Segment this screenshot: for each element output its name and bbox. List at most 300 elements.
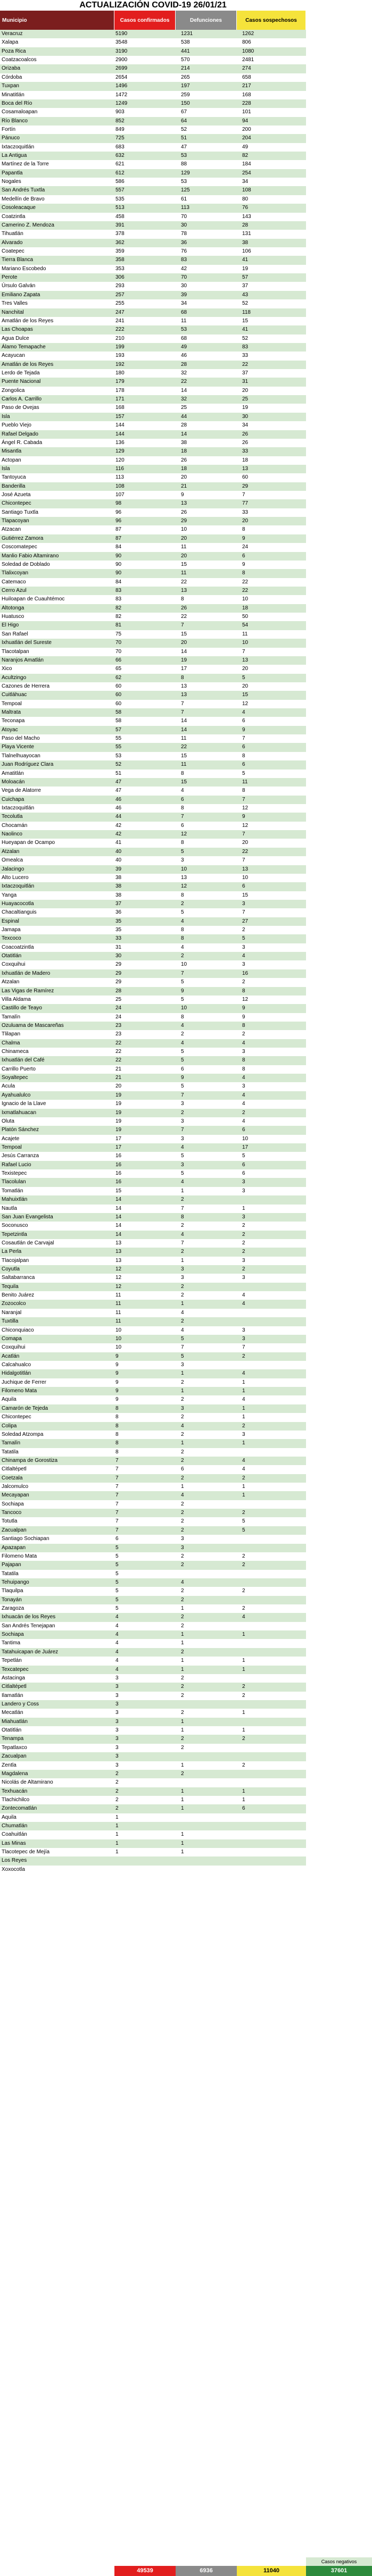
cell-municipio: Acatlán [2, 1353, 20, 1359]
table-row [0, 334, 306, 343]
cell-defunciones: 5 [181, 1083, 184, 1090]
table-row [0, 1787, 306, 1796]
cell-sospechosos: 6 [242, 1170, 245, 1177]
cell-sospechosos: 15 [242, 317, 249, 324]
cell-confirmados: 16 [115, 1161, 122, 1168]
cell-municipio: Agua Dulce [2, 335, 29, 341]
cell-defunciones: 6 [181, 822, 184, 829]
cell-defunciones: 49 [181, 344, 187, 350]
cell-municipio: Ixhuacán de los Reyes [2, 1614, 56, 1620]
cell-sospechosos [242, 1283, 295, 1291]
cell-defunciones: 18 [181, 465, 187, 472]
cell-defunciones: 2 [181, 1457, 184, 1463]
cell-sospechosos: 8 [242, 526, 245, 533]
cell-confirmados: 192 [115, 361, 125, 367]
table-row [0, 473, 306, 482]
cell-defunciones: 1 [181, 1257, 184, 1264]
cell-defunciones: 4 [181, 1040, 184, 1046]
cell-municipio: Tuxpan [2, 83, 19, 89]
cell-municipio: Zacualpan [2, 1527, 27, 1533]
cell-confirmados: 10 [115, 1327, 122, 1333]
cell-confirmados: 58 [115, 709, 122, 716]
cell-municipio: Xoxocotla [2, 1866, 25, 1872]
cell-confirmados: 57 [115, 726, 122, 733]
cell-confirmados: 107 [115, 492, 125, 498]
cell-sospechosos: 6 [242, 883, 245, 890]
table-row [0, 578, 306, 587]
cell-municipio: Apazapan [2, 1544, 26, 1551]
cell-municipio: Altotonga [2, 605, 24, 611]
table-row [0, 1544, 306, 1552]
cell-sospechosos [242, 1856, 295, 1865]
cell-sospechosos: 4 [242, 1075, 245, 1081]
cell-municipio: Nanchital [2, 309, 24, 315]
cell-municipio: Pánuco [2, 135, 20, 141]
cell-sospechosos: 20 [242, 683, 249, 689]
cell-defunciones: 3 [181, 1161, 184, 1168]
cell-sospechosos: 8 [242, 570, 245, 576]
cell-confirmados: 22 [115, 1057, 122, 1064]
cell-confirmados: 3 [115, 1744, 119, 1751]
cell-confirmados: 14 [115, 1223, 122, 1229]
cell-sospechosos: 1 [242, 1658, 245, 1664]
table-row [0, 317, 306, 325]
cell-confirmados: 44 [115, 814, 122, 820]
cell-confirmados: 193 [115, 353, 125, 359]
cell-defunciones: 8 [181, 892, 184, 898]
cell-confirmados: 58 [115, 718, 122, 724]
cell-municipio: Ozuluama de Mascareñas [2, 1022, 64, 1028]
table-row [0, 1718, 306, 1726]
table-row [0, 1778, 306, 1787]
table-row [0, 960, 306, 969]
cell-municipio: Tamalín [2, 1440, 21, 1446]
cell-defunciones: 17 [181, 666, 187, 672]
cell-municipio: Santiago Tuxtla [2, 509, 38, 515]
cell-confirmados: 586 [115, 179, 125, 185]
cell-municipio: Zongolica [2, 387, 25, 394]
cell-defunciones: 14 [181, 726, 187, 733]
cell-municipio: Tlacotepec de Mejía [2, 1849, 50, 1855]
cell-confirmados: 3 [115, 1684, 119, 1690]
cell-defunciones: 2 [181, 1553, 184, 1559]
cell-sospechosos [242, 1822, 295, 1830]
cell-municipio: Zacualpan [2, 1753, 27, 1760]
cell-defunciones: 2 [181, 1396, 184, 1403]
table-row [0, 508, 306, 517]
cell-confirmados: 210 [115, 335, 125, 341]
cell-confirmados: 84 [115, 544, 122, 550]
cell-sospechosos [242, 1744, 295, 1752]
table-row [0, 848, 306, 856]
table-row [0, 482, 306, 491]
cell-confirmados: 2 [115, 1770, 119, 1777]
cell-sospechosos: 52 [242, 335, 249, 341]
cell-confirmados: 9 [115, 1379, 119, 1385]
cell-defunciones: 8 [181, 674, 184, 681]
cell-defunciones: 2 [181, 1109, 184, 1116]
cell-sospechosos: 28 [242, 222, 249, 228]
cell-defunciones: 25 [181, 405, 187, 411]
cell-defunciones: 441 [181, 48, 190, 54]
cell-confirmados: 683 [115, 144, 125, 150]
cell-sospechosos: 806 [242, 39, 251, 46]
table-row [0, 1839, 306, 1848]
cell-sospechosos [242, 1570, 295, 1578]
table-row [0, 413, 306, 421]
cell-sospechosos [242, 1500, 295, 1509]
table-row [0, 665, 306, 673]
cell-confirmados: 391 [115, 222, 125, 228]
cell-confirmados: 621 [115, 161, 125, 168]
cell-defunciones: 46 [181, 353, 187, 359]
cell-defunciones: 2 [181, 1596, 184, 1603]
cell-confirmados: 2 [115, 1805, 119, 1812]
table-row [0, 926, 306, 934]
cell-municipio: Tenampa [2, 1736, 24, 1742]
cell-defunciones: 47 [181, 144, 187, 150]
cell-municipio: Ilamatlán [2, 1692, 23, 1699]
table-row [0, 1074, 306, 1082]
cell-confirmados: 35 [115, 918, 122, 924]
page-title: ACTUALIZACIÓN COVID-19 26/01/21 [79, 1, 227, 10]
cell-defunciones: 4 [181, 1579, 184, 1585]
municipio-table-body [0, 30, 306, 1874]
cell-confirmados: 84 [115, 579, 122, 585]
table-row [0, 1169, 306, 1178]
cell-confirmados: 19 [115, 1092, 122, 1098]
cell-municipio: Acultzingo [2, 674, 27, 681]
cell-sospechosos: 143 [242, 213, 251, 220]
table-row [0, 543, 306, 551]
cell-municipio: Pueblo Viejo [2, 422, 31, 429]
table-row [0, 1431, 306, 1439]
cell-sospechosos: 2 [242, 979, 245, 985]
cell-confirmados [115, 1866, 174, 1874]
cell-municipio: Cuitláhuac [2, 692, 27, 698]
cell-defunciones: 26 [181, 605, 187, 611]
cell-defunciones: 5 [181, 848, 184, 855]
cell-municipio: Saltabarranca [2, 1275, 35, 1281]
cell-municipio: Otatitlán [2, 1727, 22, 1734]
table-row [0, 621, 306, 630]
cell-sospechosos: 9 [242, 535, 245, 541]
cell-defunciones: 53 [181, 153, 187, 159]
table-row [0, 1517, 306, 1526]
cell-confirmados: 14 [115, 1205, 122, 1211]
cell-confirmados: 535 [115, 196, 125, 202]
table-row [0, 1283, 306, 1291]
cell-sospechosos [242, 1596, 295, 1604]
table-row [0, 308, 306, 317]
table-row [0, 656, 306, 665]
cell-municipio: San Rafael [2, 631, 28, 637]
cell-municipio: Atzalan [2, 848, 20, 855]
table-row [0, 1535, 306, 1543]
cell-municipio: Coatzintla [2, 213, 26, 220]
cell-confirmados: 96 [115, 518, 122, 524]
cell-sospechosos: 29 [242, 483, 249, 489]
table-row [0, 1335, 306, 1343]
cell-confirmados: 17 [115, 1135, 122, 1142]
cell-defunciones: 2 [181, 1318, 184, 1325]
table-row [0, 1622, 306, 1630]
cell-sospechosos: 4 [242, 1101, 245, 1107]
cell-sospechosos: 27 [242, 918, 249, 924]
cell-sospechosos: 34 [242, 179, 249, 185]
cell-confirmados: 75 [115, 631, 122, 637]
table-row [0, 691, 306, 699]
cell-sospechosos: 10 [242, 640, 249, 646]
cell-confirmados: 30 [115, 953, 122, 959]
cell-confirmados: 7 [115, 1501, 119, 1507]
cell-defunciones: 28 [181, 422, 187, 429]
cell-defunciones: 7 [181, 709, 184, 716]
cell-municipio: Texcoco [2, 935, 21, 942]
table-row [0, 587, 306, 595]
cell-defunciones: 2 [181, 1510, 184, 1516]
cell-sospechosos: 52 [242, 300, 249, 307]
cell-sospechosos: 168 [242, 91, 251, 98]
cell-confirmados: 23 [115, 1022, 122, 1028]
cell-municipio: Acula [2, 1083, 15, 1090]
cell-municipio: José Azueta [2, 492, 31, 498]
cell-sospechosos: 12 [242, 700, 249, 707]
table-row [0, 117, 306, 126]
cell-municipio: Chocamán [2, 822, 28, 829]
cell-defunciones: 19 [181, 657, 187, 663]
cell-municipio: Tlapacoyan [2, 518, 29, 524]
cell-municipio: Texcatepec [2, 1666, 29, 1672]
table-row [0, 796, 306, 804]
cell-confirmados: 1 [115, 1840, 119, 1846]
cell-municipio: Soconusco [2, 1223, 28, 1229]
table-row [0, 943, 306, 952]
cell-sospechosos: 16 [242, 970, 249, 976]
cell-sospechosos: 60 [242, 474, 249, 481]
table-row [0, 1048, 306, 1056]
cell-municipio: Fortín [2, 126, 16, 132]
cell-defunciones: 2 [181, 1292, 184, 1299]
table-row [0, 387, 306, 395]
cell-defunciones: 6 [181, 796, 184, 802]
cell-defunciones: 3 [181, 1135, 184, 1142]
cell-sospechosos: 37 [242, 283, 249, 289]
cell-sospechosos [242, 1317, 295, 1326]
cell-confirmados: 2 [115, 1779, 119, 1786]
cell-confirmados: 12 [115, 1266, 122, 1273]
cell-municipio: Huatusco [2, 614, 24, 620]
table-row [0, 325, 306, 334]
cell-confirmados: 5 [115, 1553, 119, 1559]
table-row [0, 421, 306, 430]
cell-municipio: Juan Rodríguez Clara [2, 762, 54, 768]
cell-defunciones: 2 [181, 1736, 184, 1742]
table-row [0, 1683, 306, 1691]
cell-defunciones: 3 [181, 857, 184, 864]
table-row [0, 1830, 306, 1839]
cell-municipio: Zentla [2, 1762, 16, 1768]
table-row [0, 1848, 306, 1856]
cell-sospechosos: 83 [242, 344, 249, 350]
cell-sospechosos: 4 [242, 1040, 245, 1046]
cell-municipio: Tamalín [2, 1014, 21, 1020]
table-row [0, 1639, 306, 1647]
table-row [0, 299, 306, 308]
table-row [0, 534, 306, 543]
table-row [0, 1822, 306, 1830]
cell-confirmados: 378 [115, 231, 125, 237]
cell-sospechosos [242, 1813, 295, 1822]
cell-confirmados: 632 [115, 153, 125, 159]
cell-confirmados: 28 [115, 988, 122, 994]
cell-sospechosos: 13 [242, 866, 249, 872]
cell-defunciones: 4 [181, 1492, 184, 1499]
cell-sospechosos: 6 [242, 553, 245, 559]
cell-confirmados: 1 [115, 1823, 119, 1829]
cell-confirmados: 90 [115, 553, 122, 559]
table-row [0, 648, 306, 656]
cell-confirmados: 83 [115, 588, 122, 593]
cell-sospechosos: 41 [242, 257, 249, 263]
cell-sospechosos: 1 [242, 1388, 245, 1394]
cell-sospechosos: 20 [242, 666, 249, 672]
cell-sospechosos: 18 [242, 457, 249, 463]
cell-defunciones: 8 [181, 1014, 184, 1020]
cell-municipio: Rafael Lucio [2, 1161, 31, 1168]
cell-defunciones: 1 [181, 1187, 184, 1194]
table-row [0, 1500, 306, 1509]
cell-sospechosos: 54 [242, 622, 249, 629]
table-row [0, 247, 306, 256]
table-row [0, 1700, 306, 1709]
cell-municipio: Pajapan [2, 1562, 21, 1568]
cell-municipio: Tempoal [2, 700, 22, 707]
cell-defunciones: 2 [181, 1223, 184, 1229]
table-row [0, 213, 306, 221]
table-row [0, 239, 306, 247]
cell-sospechosos: 43 [242, 291, 249, 298]
table-row [0, 1630, 306, 1639]
cell-defunciones: 14 [181, 648, 187, 655]
cell-sospechosos: 2 [242, 1605, 245, 1612]
cell-defunciones: 8 [181, 805, 184, 811]
cell-sospechosos [242, 1848, 295, 1856]
cell-municipio: Landero y Coss [2, 1701, 39, 1707]
cell-municipio: Ixtaczoquitlán [2, 883, 35, 890]
cell-municipio: Comapa [2, 1335, 22, 1342]
cell-confirmados: 42 [115, 831, 122, 838]
cell-confirmados: 29 [115, 970, 122, 976]
table-row [0, 1474, 306, 1483]
cell-defunciones: 20 [181, 640, 187, 646]
table-row [0, 726, 306, 734]
header-casos-confirmados: Casos confirmados [114, 11, 176, 30]
cell-municipio: Tihuatlán [2, 231, 23, 237]
table-row [0, 1404, 306, 1413]
cell-confirmados: 293 [115, 283, 125, 289]
cell-defunciones [181, 1700, 229, 1709]
cell-defunciones: 30 [181, 283, 187, 289]
cell-municipio: Astacinga [2, 1675, 25, 1681]
cell-sospechosos: 76 [242, 205, 249, 211]
table-row [0, 604, 306, 613]
cell-sospechosos: 94 [242, 118, 249, 124]
cell-defunciones: 1231 [181, 31, 193, 37]
cell-municipio: Puente Nacional [2, 379, 41, 385]
cell-confirmados: 255 [115, 300, 125, 307]
cell-sospechosos [242, 1448, 295, 1457]
cell-defunciones: 10 [181, 526, 187, 533]
cell-defunciones: 259 [181, 91, 190, 98]
table-row [0, 1709, 306, 1717]
header-casos-negativos: Casos negativos [306, 2557, 372, 2566]
table-row [0, 952, 306, 960]
cell-confirmados: 19 [115, 1118, 122, 1124]
cell-sospechosos: 6 [242, 718, 245, 724]
cell-municipio: Mahuixtlán [2, 1197, 28, 1203]
cell-defunciones: 4 [181, 1144, 184, 1150]
cell-municipio: Paso del Macho [2, 735, 40, 742]
cell-sospechosos: 11 [242, 631, 248, 637]
cell-sospechosos: 6 [242, 1161, 245, 1168]
cell-defunciones: 38 [181, 439, 187, 446]
cell-defunciones: 12 [181, 831, 187, 838]
cell-defunciones: 15 [181, 752, 187, 759]
cell-defunciones: 53 [181, 179, 187, 185]
cell-sospechosos: 4 [242, 709, 245, 716]
cell-confirmados: 557 [115, 187, 125, 194]
cell-defunciones: 150 [181, 100, 190, 106]
table-row [0, 1013, 306, 1022]
cell-defunciones: 29 [181, 518, 187, 524]
cell-defunciones: 7 [181, 1127, 184, 1133]
cell-sospechosos: 101 [242, 109, 251, 115]
cell-sospechosos: 20 [242, 840, 249, 846]
table-row [0, 717, 306, 725]
cell-municipio: Ixtaczoquitlán [2, 805, 35, 811]
table-row [0, 99, 306, 108]
cell-municipio: Sochiapa [2, 1632, 24, 1638]
cell-defunciones: 1 [181, 1666, 184, 1672]
table-row [0, 987, 306, 996]
cell-municipio: Totutla [2, 1518, 18, 1525]
cell-municipio: Nogales [2, 179, 21, 185]
table-row [0, 256, 306, 264]
table-row [0, 1491, 306, 1500]
cell-confirmados: 47 [115, 779, 122, 785]
cell-defunciones: 44 [181, 413, 187, 420]
cell-confirmados: 13 [115, 1257, 122, 1264]
cell-defunciones [181, 1822, 229, 1830]
cell-defunciones: 12 [181, 883, 187, 890]
cell-municipio: Mecatlán [2, 1710, 23, 1716]
cell-municipio: Juchique de Ferrer [2, 1379, 46, 1385]
table-row [0, 813, 306, 821]
table-row [0, 969, 306, 978]
cell-sospechosos: 18 [242, 605, 249, 611]
cell-municipio: Tres Valles [2, 300, 28, 307]
cell-sospechosos: 24 [242, 544, 249, 550]
table-row [0, 1231, 306, 1239]
table-row [0, 343, 306, 352]
table-row [0, 291, 306, 299]
cell-municipio: Coyutla [2, 1266, 20, 1273]
cell-sospechosos: 4 [242, 1292, 245, 1299]
cell-confirmados: 60 [115, 692, 122, 698]
cell-defunciones: 5 [181, 996, 184, 1002]
cell-confirmados: 5 [115, 1579, 119, 1585]
